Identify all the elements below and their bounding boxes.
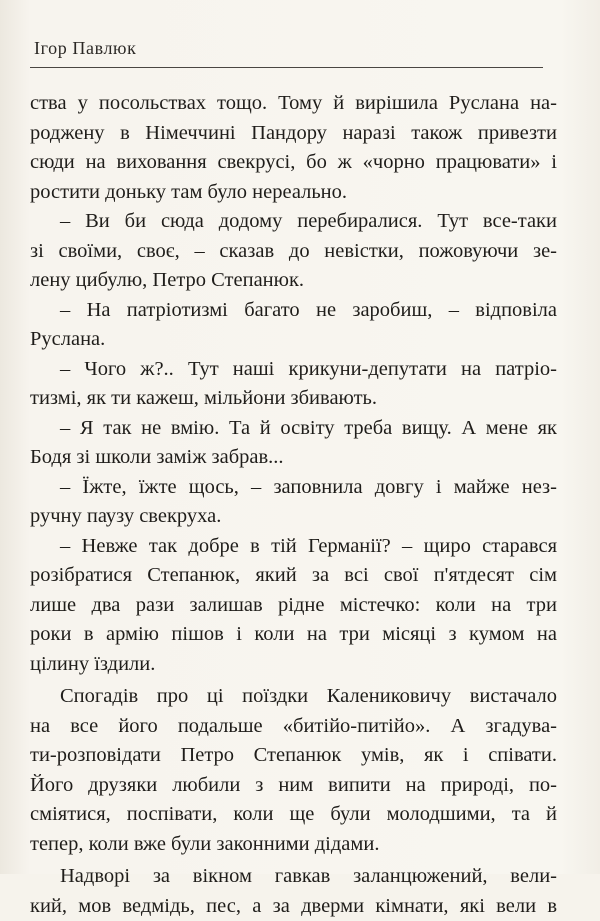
- text-line: кий, мов ведмідь, пес, а за дверми кімнати, які вели в: [30, 892, 557, 921]
- text-line: лену цибулю, Петро Степанюк.: [30, 266, 557, 296]
- text-line: ства у посольствах тощо. Тому й вирішила Руслана на-: [30, 89, 557, 119]
- text-line: Його друзяки любили з ним випити на природі, по-: [30, 771, 557, 801]
- text-line: Спогадів про ці поїздки Калениковичу вистачало: [30, 682, 557, 712]
- text-line: ростити доньку там було нереально.: [30, 178, 557, 208]
- text-line: – Я так не вмію. Та й освіту треба вищу. А мене як: [30, 414, 557, 444]
- text-line: сміятися, поспівати, коли ще були молодшими, та й: [30, 800, 557, 830]
- header-rule: [30, 67, 543, 68]
- text-line: – Чого ж?.. Тут наші крикуни-депутати на патріо-: [30, 355, 557, 385]
- text-line: лише два рази залишав рідне містечко: коли на три: [30, 591, 557, 621]
- text-line: на все його подальше «битійо-питійо». А згадува-: [30, 712, 557, 742]
- text-line: – Їжте, їжте щось, – заповнила довгу і майже нез-: [30, 473, 557, 503]
- text-line: сюди на виховання свекрусі, бо ж «чорно працювати» і: [30, 148, 557, 178]
- text-line: розібратися Степанюк, який за всі свої п'ятдесят сім: [30, 561, 557, 591]
- text-line: тепер, коли вже були законними дідами.: [30, 830, 557, 860]
- text-line: ти-розповідати Петро Степанюк умів, як і співати.: [30, 741, 557, 771]
- text-line: Бодя зі школи заміж забрав...: [30, 443, 557, 473]
- text-line: роджену в Німеччині Пандору наразі також привезти: [30, 119, 557, 149]
- running-header-author: Ігор Павлюк: [34, 38, 136, 59]
- text-line: зі своїми, своє, – сказав до невістки, пожовуючи зе-: [30, 237, 557, 267]
- text-line: цілину їздили.: [30, 650, 557, 680]
- text-line: роки в армію пішов і коли на три місяці з кумом на: [30, 620, 557, 650]
- text-line: – Невже так добре в тій Германії? – щиро старався: [30, 532, 557, 562]
- text-line: Руслана.: [30, 325, 557, 355]
- text-line: – На патріотизмі багато не заробиш, – відповіла: [30, 296, 557, 326]
- text-line: ручну паузу свекруха.: [30, 502, 557, 532]
- text-line: – Ви би сюда додому перебиралися. Тут все-таки: [30, 207, 557, 237]
- body-text: [30, 89, 557, 921]
- text-line: тизмі, як ти кажеш, мільйони збивають.: [30, 384, 557, 414]
- text-line: Надворі за вікном гавкав заланцюжений, вели-: [30, 862, 557, 892]
